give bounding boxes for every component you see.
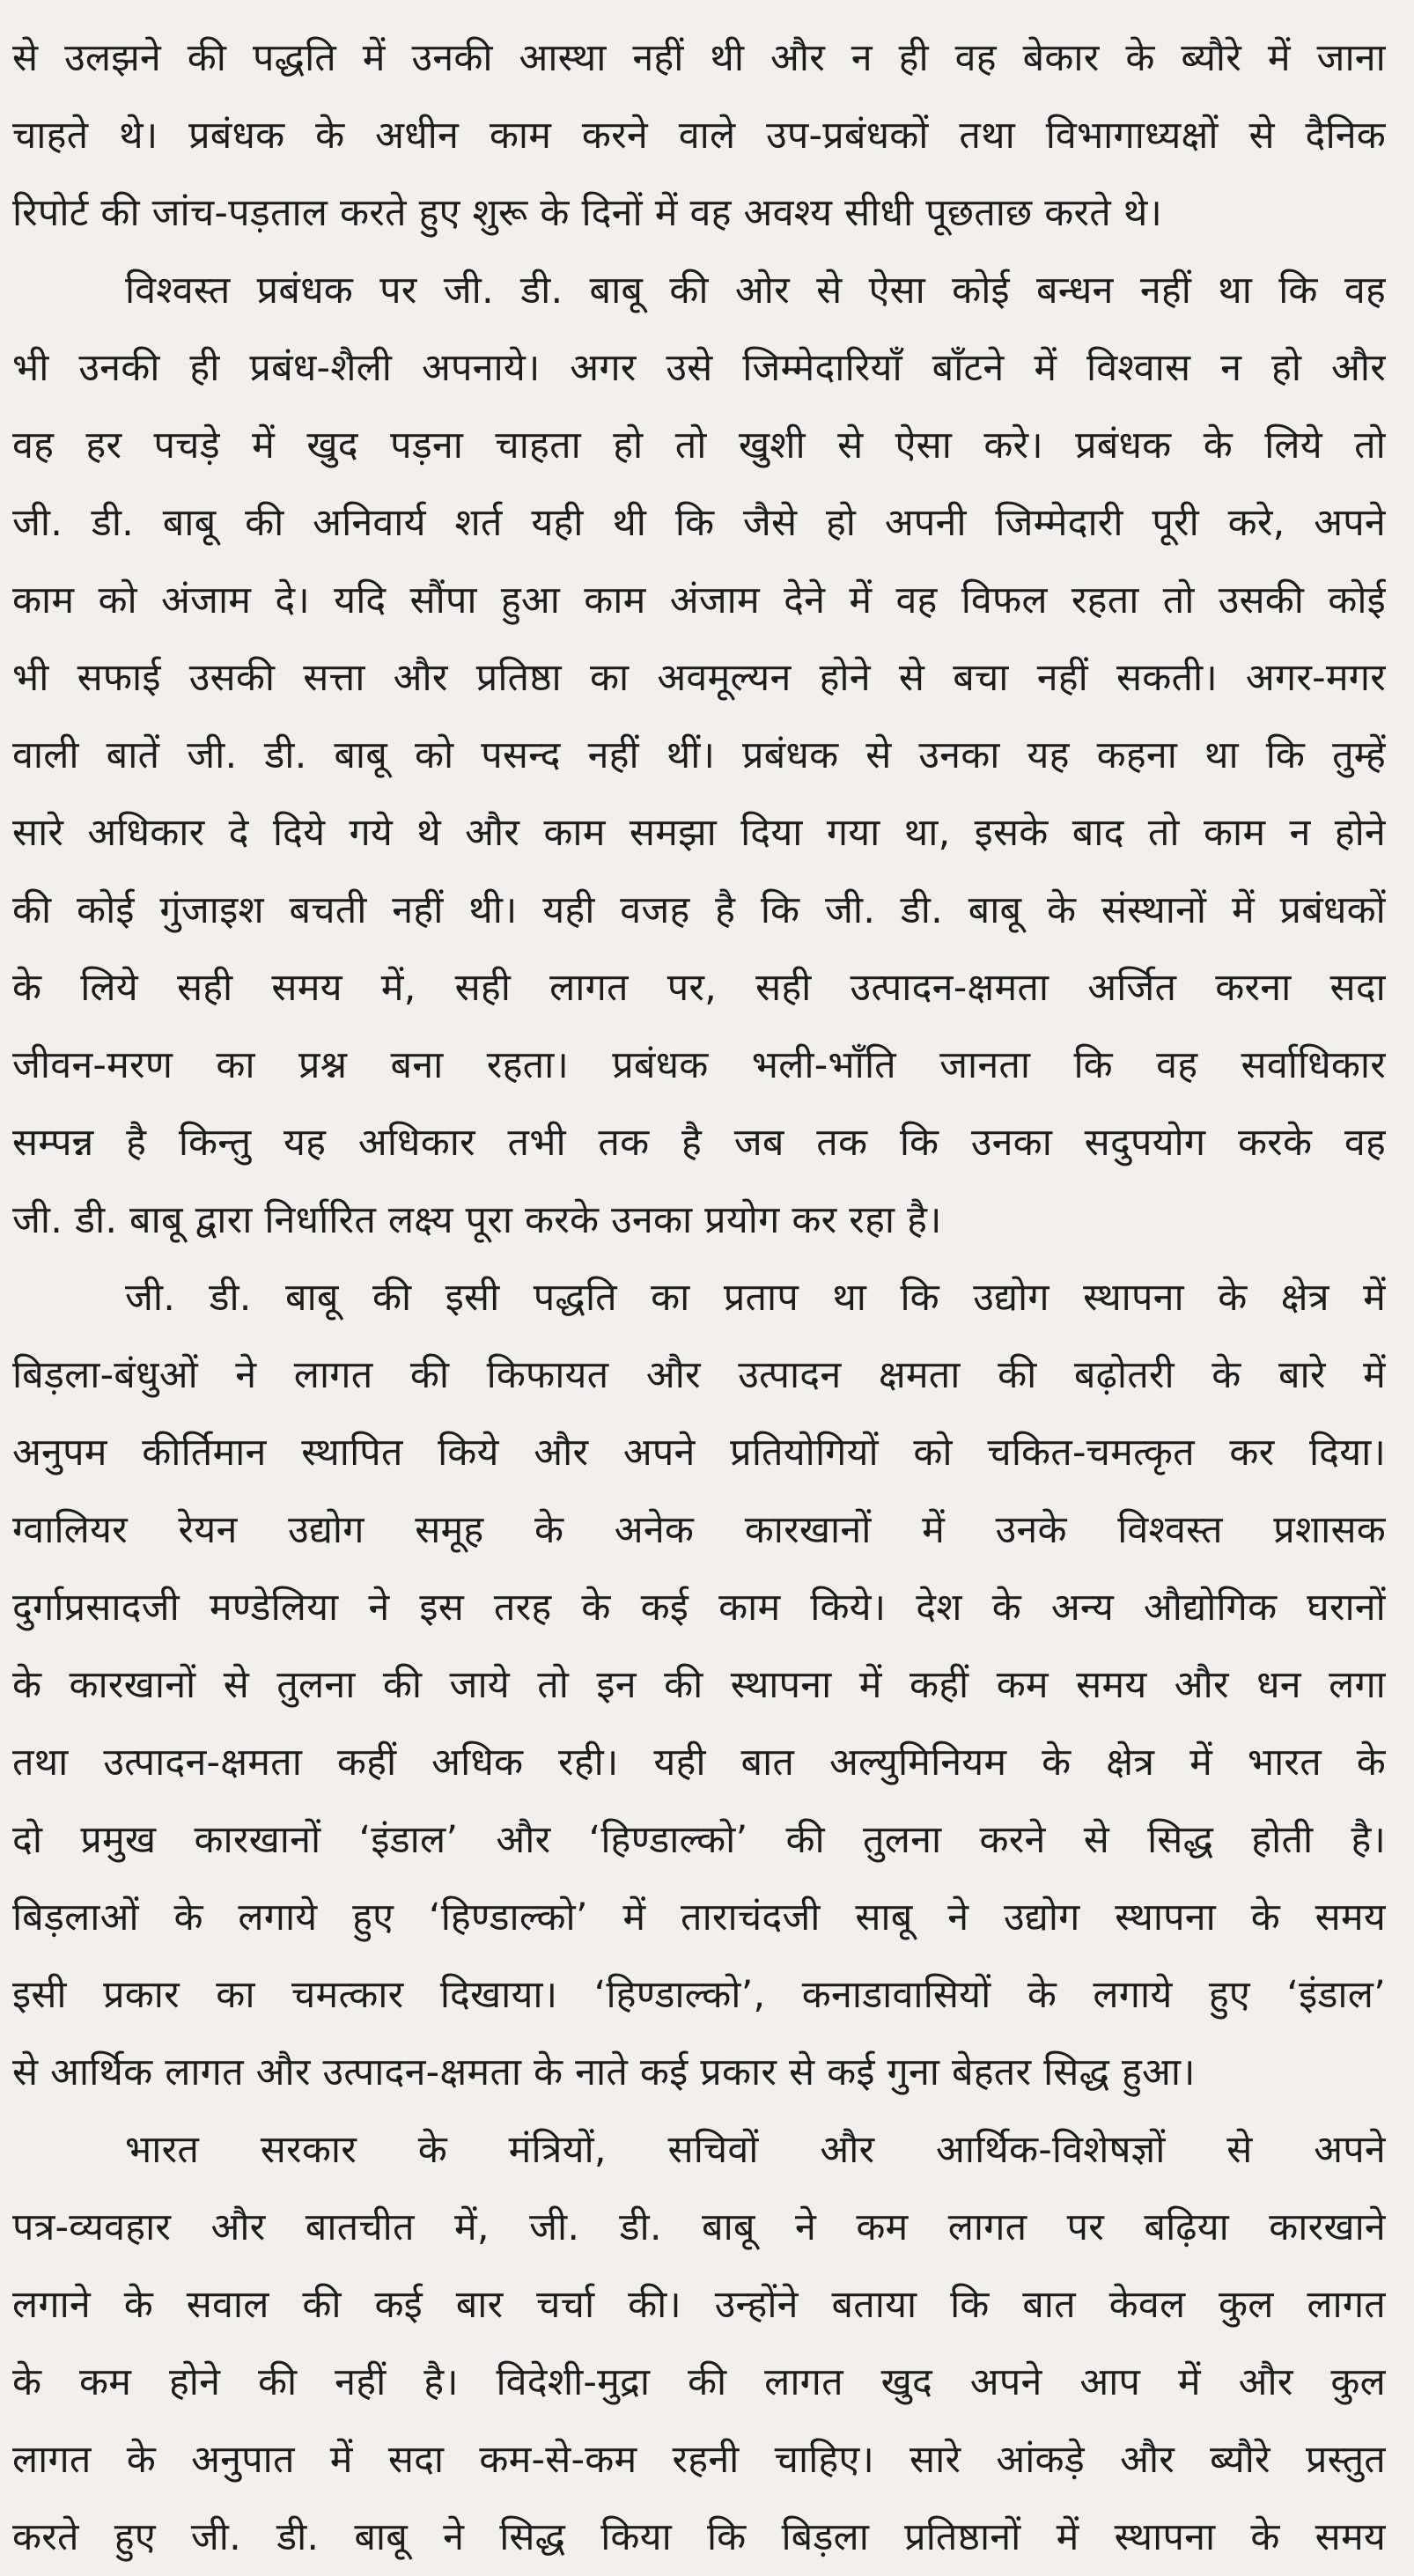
text-line: इसी प्रकार का चमत्कार दिखाया। ‘हिण्डाल्को’, कनाडावासियों के लगाये हुए ‘इंडाल’ <box>12 1973 1386 2017</box>
text-line: ग्वालियर रेयन उद्योग समूह के अनेक कारखानों में उनके विश्वस्त प्रशासक <box>12 1508 1386 1552</box>
text-line: बिड़ला-बंधुओं ने लागत की किफायत और उत्पादन क्षमता की बढ़ोतरी के बारे में <box>12 1353 1386 1397</box>
paragraph-2 <box>12 252 1386 1259</box>
text-line: दुर्गाप्रसादजी मण्डेलिया ने इस तरह के कई काम किये। देश के अन्य औद्योगिक घरानों <box>12 1586 1386 1630</box>
paragraph-1 <box>12 19 1386 252</box>
text-line: बिड़लाओं के लगाये हुए ‘हिण्डाल्को’ में ताराचंदजी साबू ने उद्योग स्थापना के समय <box>12 1895 1386 1939</box>
text-line: के कारखानों से तुलना की जाये तो इन की स्थापना में कहीं कम समय और धन लगा <box>12 1663 1386 1707</box>
text-line: भी सफाई उसकी सत्ता और प्रतिष्ठा का अवमूल्यन होने से बचा नहीं सकती। अगर-मगर <box>12 656 1386 700</box>
text-line: करते हुए जी. डी. बाबू ने सिद्ध किया कि बिड़ला प्रतिष्ठानों में स्थापना के समय <box>12 2515 1386 2559</box>
text-line: काम को अंजाम दे। यदि सौंपा हुआ काम अंजाम देने में वह विफल रहता तो उसकी कोई <box>12 578 1386 622</box>
text-line: वाली बातें जी. डी. बाबू को पसन्द नहीं थीं। प्रबंधक से उनका यह कहना था कि तुम्हें <box>12 733 1386 777</box>
text-line: भारत सरकार के मंत्रियों, सचिवों और आर्थिक-विशेषज्ञों से अपने <box>125 2128 1386 2172</box>
text-line: रिपोर्ट की जांच-पड़ताल करते हुए शुरू के दिनों में वह अवश्य सीधी पूछताछ करते थे। <box>12 191 1163 235</box>
text-line: पत्र-व्यवहार और बातचीत में, जी. डी. बाबू ने कम लागत पर बढ़िया कारखाने <box>12 2205 1386 2249</box>
text-line: लागत के अनुपात में सदा कम-से-कम रहनी चाहिए। सारे आंकड़े और ब्यौरे प्रस्तुत <box>12 2438 1386 2482</box>
text-line: जी. डी. बाबू की अनिवार्य शर्त यही थी कि जैसे हो अपनी जिम्मेदारी पूरी करे, अपने <box>12 501 1386 545</box>
text-line: की कोई गुंजाइश बचती नहीं थी। यही वजह है कि जी. डी. बाबू के संस्थानों में प्रबंधकों <box>12 888 1386 932</box>
text-line: चाहते थे। प्रबंधक के अधीन काम करने वाले उप-प्रबंधकों तथा विभागाध्यक्षों से दैनिक <box>12 114 1386 158</box>
text-line: सम्पन्न है किन्तु यह अधिकार तभी तक है जब तक कि उनका सदुपयोग करके वह <box>12 1121 1386 1165</box>
text-line: जी. डी. बाबू द्वारा निर्धारित लक्ष्य पूरा करके उनका प्रयोग कर रहा है। <box>12 1198 942 1242</box>
paragraph-3 <box>12 1259 1386 2111</box>
text-line: सारे अधिकार दे दिये गये थे और काम समझा दिया गया था, इसके बाद तो काम न होने <box>12 811 1386 855</box>
text-line: तथा उत्पादन-क्षमता कहीं अधिक रही। यही बात अल्युमिनियम के क्षेत्र में भारत के <box>12 1741 1386 1785</box>
text-line: से आर्थिक लागत और उत्पादन-क्षमता के नाते कई प्रकार से कई गुना बेहतर सिद्ध हुआ। <box>12 2050 1196 2094</box>
text-line: लगाने के सवाल की कई बार चर्चा की। उन्होंने बताया कि बात केवल कुल लागत <box>12 2283 1386 2327</box>
text-line: दो प्रमुख कारखानों ‘इंडाल’ और ‘हिण्डाल्को’ की तुलना करने से सिद्ध होती है। <box>12 1818 1386 1862</box>
text-line: जीवन-मरण का प्रश्न बना रहता। प्रबंधक भली-भाँति जानता कि वह सर्वाधिकार <box>12 1043 1386 1087</box>
text-line: विश्वस्त प्रबंधक पर जी. डी. बाबू की ओर से ऐसा कोई बन्धन नहीं था कि वह <box>125 269 1386 313</box>
text-line: जी. डी. बाबू की इसी पद्धति का प्रताप था कि उद्योग स्थापना के क्षेत्र में <box>125 1276 1386 1320</box>
text-line: के लिये सही समय में, सही लागत पर, सही उत्पादन-क्षमता अर्जित करना सदा <box>12 966 1386 1010</box>
paragraph-4 <box>12 2111 1386 2576</box>
text-line: अनुपम कीर्तिमान स्थापित किये और अपने प्रतियोगियों को चकित-चमत्कृत कर दिया। <box>12 1431 1386 1475</box>
text-line: से उलझने की पद्धति में उनकी आस्था नहीं थी और न ही वह बेकार के ब्यौरे में जाना <box>12 36 1386 80</box>
text-line: के कम होने की नहीं है। विदेशी-मुद्रा की लागत खुद अपने आप में और कुल <box>12 2360 1386 2404</box>
text-line: वह हर पचड़े में खुद पड़ना चाहता हो तो खुशी से ऐसा करे। प्रबंधक के लिये तो <box>12 423 1386 467</box>
text-line: भी उनकी ही प्रबंध-शैली अपनाये। अगर उसे जिम्मेदारियाँ बाँटने में विश्वास न हो और <box>12 346 1386 390</box>
